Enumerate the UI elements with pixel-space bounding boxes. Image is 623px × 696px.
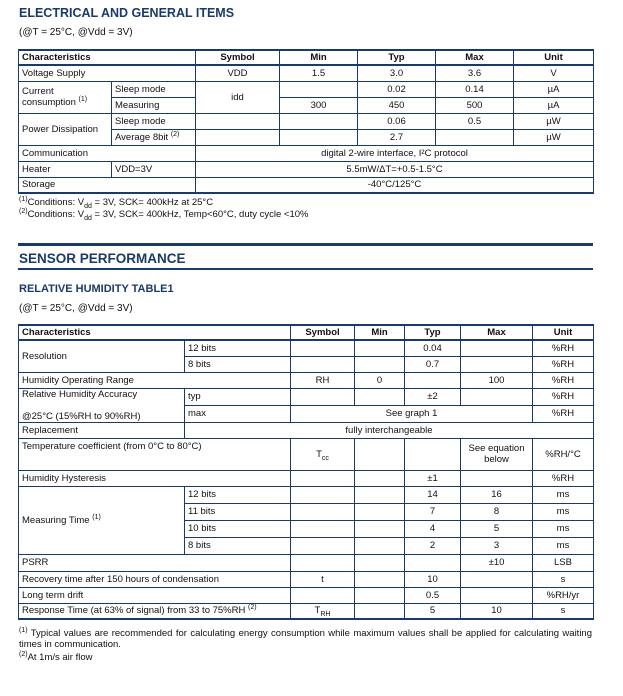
power-label: Power Dissipation: [19, 113, 112, 145]
empty-cell: [355, 587, 405, 603]
measuring-max: 5: [461, 520, 533, 537]
current-sleep-label: Sleep mode: [112, 81, 196, 97]
voltage-label: Voltage Supply: [19, 65, 196, 81]
empty-cell: [355, 388, 405, 405]
empty-cell: [461, 356, 533, 372]
empty-cell: [405, 554, 461, 571]
voltage-symbol: VDD: [196, 65, 280, 81]
empty-cell: [291, 554, 355, 571]
heater-condition: VDD=3V: [112, 161, 196, 177]
power-sleep-symbol: [196, 113, 280, 129]
sensor-footnote-1: [19, 628, 592, 650]
table-row: [19, 603, 594, 619]
resolution-label: Resolution: [19, 340, 185, 372]
accuracy-label-line1: Relative Humidity Accuracy: [22, 388, 138, 400]
table-row: [19, 571, 594, 587]
empty-cell: [355, 340, 405, 356]
table-row: [19, 587, 594, 603]
header-unit: Unit: [514, 50, 594, 65]
footnote-mark: (1): [19, 195, 28, 203]
table-row: [19, 486, 594, 503]
response-typ: 5: [405, 603, 461, 619]
current-sleep-min: [280, 81, 358, 97]
accuracy-typ-unit: %RH: [533, 388, 594, 405]
header-symbol: Symbol: [196, 50, 280, 65]
power-average-label: [112, 129, 196, 145]
power-average-min: [280, 129, 358, 145]
footnote-sub: dd: [84, 202, 92, 210]
resolution-12-bits: 12 bits: [185, 340, 291, 356]
recovery-label: Recovery time after 150 hours of condensation: [19, 571, 291, 587]
measuring-typ: 7: [405, 503, 461, 520]
drift-unit: %RH/yr: [533, 587, 594, 603]
table-row: [19, 438, 594, 470]
range-min: 0: [355, 372, 405, 388]
accuracy-label: [19, 388, 185, 422]
empty-cell: [355, 356, 405, 372]
replacement-label: Replacement: [19, 422, 185, 438]
current-measuring-typ: 450: [358, 97, 436, 113]
measuring-typ: 14: [405, 486, 461, 503]
empty-cell: [461, 470, 533, 486]
electrical-table: [18, 49, 594, 194]
measuring-note-mark: (1): [92, 513, 101, 521]
current-sleep-unit: µA: [514, 81, 594, 97]
sensor-table: [18, 324, 594, 620]
electrical-footnote-2: [19, 209, 592, 220]
electrical-footnote-1: [19, 197, 592, 208]
table-row: [19, 161, 594, 177]
measuring-bits: 12 bits: [185, 486, 291, 503]
power-average-note-mark: (2): [170, 130, 180, 138]
table-header-row: [19, 50, 594, 65]
voltage-typ: 3.0: [358, 65, 436, 81]
hysteresis-typ: ±1: [405, 470, 461, 486]
header-max: Max: [461, 325, 533, 340]
resolution-8-bits: 8 bits: [185, 356, 291, 372]
drift-label: Long term drift: [19, 587, 291, 603]
power-average-typ: 2.7: [358, 129, 436, 145]
sensor-conditions: (@T = 25°C, @Vdd = 3V): [19, 303, 133, 314]
empty-cell: [355, 503, 405, 520]
sensor-subtitle: RELATIVE HUMIDITY TABLE1: [19, 283, 174, 295]
measuring-label-text: Measuring Time: [22, 514, 90, 526]
empty-cell: [355, 571, 405, 587]
response-symbol: [291, 603, 355, 619]
table-row: [19, 422, 594, 438]
current-symbol: idd: [196, 81, 280, 113]
table-row: [19, 388, 594, 405]
resolution-12-unit: %RH: [533, 340, 594, 356]
empty-cell: [461, 571, 533, 587]
header-characteristics: Characteristics: [19, 50, 196, 65]
footnote-text: Conditions: V: [27, 209, 85, 220]
measuring-bits: 11 bits: [185, 503, 291, 520]
replacement-value: fully interchangeable: [185, 422, 594, 438]
empty-cell: [291, 503, 355, 520]
footnote-text: Conditions: V: [27, 197, 85, 208]
measuring-unit: ms: [533, 537, 594, 554]
voltage-min: 1.5: [280, 65, 358, 81]
measuring-unit: ms: [533, 486, 594, 503]
current-measuring-min: 300: [280, 97, 358, 113]
accuracy-typ-label: typ: [185, 388, 291, 405]
current-label-line1: Current: [22, 86, 54, 97]
response-note-mark: (2): [248, 604, 257, 612]
empty-cell: [291, 486, 355, 503]
communication-label: Communication: [19, 145, 196, 161]
measuring-bits: 10 bits: [185, 520, 291, 537]
empty-cell: [291, 470, 355, 486]
header-max: Max: [436, 50, 514, 65]
power-sleep-min: [280, 113, 358, 129]
empty-cell: [291, 388, 355, 405]
hysteresis-label: Humidity Hysteresis: [19, 470, 291, 486]
power-sleep-label: Sleep mode: [112, 113, 196, 129]
current-sleep-typ: 0.02: [358, 81, 436, 97]
drift-typ: 0.5: [405, 587, 461, 603]
empty-cell: [355, 603, 405, 619]
tempcoef-symbol: [291, 438, 355, 470]
empty-cell: [355, 537, 405, 554]
header-typ: Typ: [405, 325, 461, 340]
table-header-row: [19, 325, 594, 340]
empty-cell: [355, 554, 405, 571]
psrr-unit: LSB: [533, 554, 594, 571]
current-note-mark: (1): [78, 95, 88, 103]
measuring-bits: 8 bits: [185, 537, 291, 554]
power-sleep-typ: 0.06: [358, 113, 436, 129]
response-label: [19, 603, 291, 619]
recovery-symbol: t: [291, 571, 355, 587]
power-sleep-unit: µW: [514, 113, 594, 129]
range-max: 100: [461, 372, 533, 388]
header-typ: Typ: [358, 50, 436, 65]
current-measuring-max: 500: [436, 97, 514, 113]
footnote-rest: = 3V, SCK= 400kHz, Temp<60°C, duty cycle <10%: [91, 209, 309, 220]
measuring-max: 16: [461, 486, 533, 503]
tempcoef-max: [461, 438, 533, 470]
empty-cell: [461, 340, 533, 356]
measuring-label: [19, 486, 185, 554]
resolution-8-unit: %RH: [533, 356, 594, 372]
header-min: Min: [280, 50, 358, 65]
electrical-conditions: (@T = 25°C, @Vdd = 3V): [19, 27, 133, 38]
empty-cell: [291, 356, 355, 372]
tempcoef-label: Temperature coefficient (from 0°C to 80°C): [19, 438, 291, 470]
accuracy-typ-value: ±2: [405, 388, 461, 405]
accuracy-max-unit: %RH: [533, 405, 594, 422]
communication-value: digital 2-wire interface, I²C protocol: [196, 145, 594, 161]
accuracy-max-value: See graph 1: [291, 405, 533, 422]
measuring-typ: 2: [405, 537, 461, 554]
measuring-unit: ms: [533, 520, 594, 537]
section-divider: [18, 243, 593, 246]
current-measuring-unit: µA: [514, 97, 594, 113]
sensor-footnote-2: [19, 652, 592, 663]
storage-value: -40°C/125°C: [196, 177, 594, 193]
empty-cell: [355, 486, 405, 503]
table-row: [19, 145, 594, 161]
section-divider: [18, 268, 593, 270]
footnote-rest: = 3V, SCK= 400kHz at 25°C: [91, 197, 214, 208]
accuracy-max-label: max: [185, 405, 291, 422]
header-unit: Unit: [533, 325, 594, 340]
table-row: [19, 340, 594, 356]
measuring-max: 3: [461, 537, 533, 554]
response-symbol-main: T: [314, 605, 321, 617]
header-symbol: Symbol: [291, 325, 355, 340]
recovery-unit: s: [533, 571, 594, 587]
empty-cell: [461, 388, 533, 405]
header-characteristics: Characteristics: [19, 325, 291, 340]
psrr-label: PSRR: [19, 554, 291, 571]
tempcoef-symbol-main: T: [316, 448, 322, 460]
empty-cell: [355, 520, 405, 537]
table-row: [19, 65, 594, 81]
footnote-mark: (2): [19, 650, 28, 658]
current-measuring-label: Measuring: [112, 97, 196, 113]
header-min: Min: [355, 325, 405, 340]
empty-cell: [291, 340, 355, 356]
table-row: [19, 81, 594, 97]
psrr-max: ±10: [461, 554, 533, 571]
heater-value: 5.5mW/ΔT=+0.5-1.5°C: [196, 161, 594, 177]
electrical-section-title: ELECTRICAL AND GENERAL ITEMS: [19, 6, 235, 20]
footnote-sub: dd: [84, 214, 92, 222]
current-sleep-max: 0.14: [436, 81, 514, 97]
current-label: [19, 81, 112, 113]
response-unit: s: [533, 603, 594, 619]
voltage-max: 3.6: [436, 65, 514, 81]
table-row: [19, 113, 594, 129]
empty-cell: [461, 587, 533, 603]
range-unit: %RH: [533, 372, 594, 388]
power-sleep-max: 0.5: [436, 113, 514, 129]
table-row: [19, 470, 594, 486]
sensor-section-title: SENSOR PERFORMANCE: [19, 251, 186, 266]
footnote-mark: (2): [19, 207, 28, 215]
current-label-line2: consumption: [22, 97, 76, 108]
empty-cell: [291, 587, 355, 603]
tempcoef-max-line1: See equation: [468, 443, 525, 454]
response-symbol-sub: RH: [320, 611, 331, 619]
response-max: 10: [461, 603, 533, 619]
empty-cell: [291, 520, 355, 537]
power-average-symbol: [196, 129, 280, 145]
empty-cell: [355, 470, 405, 486]
power-average-max: [436, 129, 514, 145]
power-average-text: Average 8bit: [115, 131, 169, 143]
response-label-text: Response Time (at 63% of signal) from 33 to 75%RH: [22, 605, 246, 617]
resolution-8-typ: 0.7: [405, 356, 461, 372]
storage-label: Storage: [19, 177, 196, 193]
hysteresis-unit: %RH: [533, 470, 594, 486]
empty-cell: [291, 537, 355, 554]
table-row: [19, 554, 594, 571]
table-row: [19, 177, 594, 193]
empty-cell: [405, 372, 461, 388]
tempcoef-symbol-sub: cc: [321, 454, 329, 462]
measuring-unit: ms: [533, 503, 594, 520]
accuracy-label-line2: @25°C (15%RH to 90%RH): [22, 410, 141, 422]
heater-label: Heater: [19, 161, 112, 177]
recovery-typ: 10: [405, 571, 461, 587]
empty-cell: [405, 438, 461, 470]
measuring-typ: 4: [405, 520, 461, 537]
tempcoef-max-line2: below: [484, 454, 509, 465]
footnote-text: At 1m/s air flow: [27, 652, 93, 663]
tempcoef-unit: %RH/°C: [533, 438, 594, 470]
resolution-12-typ: 0.04: [405, 340, 461, 356]
power-average-unit: µW: [514, 129, 594, 145]
range-label: Humidity Operating Range: [19, 372, 291, 388]
footnote-text: Typical values are recommended for calculating energy consumption while maximum values shall be applied for calculating waiting times in communication.: [19, 628, 592, 650]
range-symbol: RH: [291, 372, 355, 388]
footnote-mark: (1): [19, 626, 28, 634]
empty-cell: [355, 438, 405, 470]
table-row: [19, 372, 594, 388]
voltage-unit: V: [514, 65, 594, 81]
measuring-max: 8: [461, 503, 533, 520]
